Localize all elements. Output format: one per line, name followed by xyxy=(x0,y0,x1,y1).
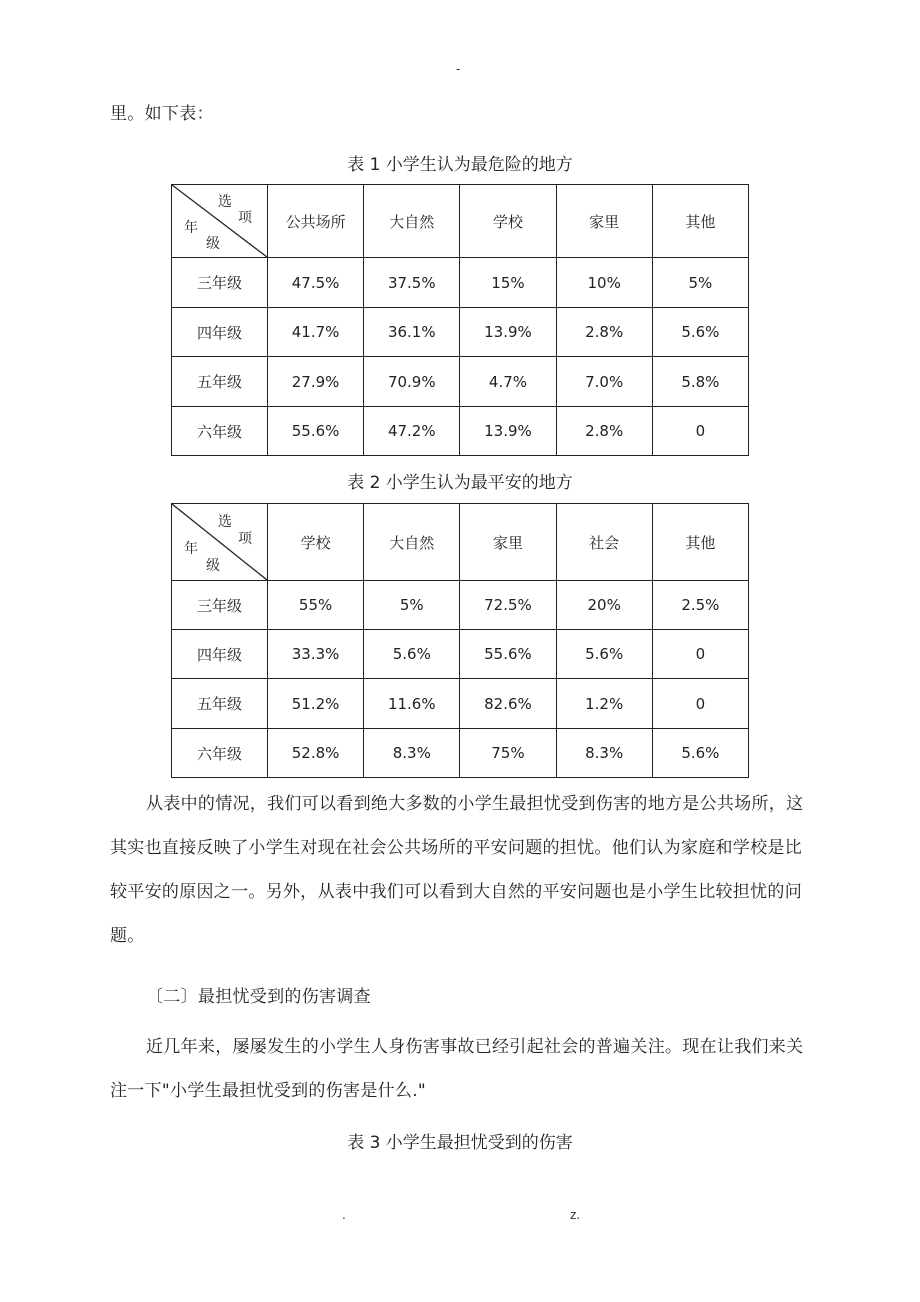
corner-left-1: 年 xyxy=(184,220,198,236)
table-cell: 8.3% xyxy=(556,729,652,778)
table-cell: 1.2% xyxy=(556,679,652,729)
table-cell: 7.0% xyxy=(556,357,652,407)
column-header: 其他 xyxy=(652,185,748,258)
table-3-caption: 表 3 小学生最担忧受到的伤害 xyxy=(347,1133,573,1153)
table-cell: 82.6% xyxy=(460,679,556,729)
table-cell: 13.9% xyxy=(460,407,556,456)
table-1-caption: 表 1 小学生认为最危险的地方 xyxy=(347,155,573,175)
table-cell: 5.6% xyxy=(652,308,748,357)
table-cell: 55.6% xyxy=(268,407,364,456)
table-cell: 33.3% xyxy=(268,630,364,679)
table-cell: 5.6% xyxy=(652,729,748,778)
column-header: 社会 xyxy=(556,504,652,581)
row-label: 五年级 xyxy=(172,679,268,729)
footer-right-mark: z. xyxy=(570,1208,581,1222)
table-cell: 15% xyxy=(460,258,556,308)
table-cell: 4.7% xyxy=(460,357,556,407)
table-row xyxy=(172,407,749,456)
table-cell: 47.5% xyxy=(268,258,364,308)
table-cell: 5% xyxy=(364,581,460,630)
paragraph-1: 从表中的情况，我们可以看到绝大多数的小学生最担忧受到伤害的地方是公共场所，这其实也直接反映了小学生对现在社会公共场所的平安问题的担忧。他们认为家庭和学校是比较平安的原因之一。另外，从表中我们可以看到大自然的平安问题也是小学生比较担忧的问题。 xyxy=(110,794,804,946)
column-header: 家里 xyxy=(460,504,556,581)
table-cell: 5% xyxy=(652,258,748,308)
corner-left-2: 级 xyxy=(206,236,220,252)
row-label: 四年级 xyxy=(172,308,268,357)
table-cell: 37.5% xyxy=(364,258,460,308)
header-mark: - xyxy=(456,62,461,76)
table-cell: 0 xyxy=(652,407,748,456)
table-row xyxy=(172,630,749,679)
table-cell: 75% xyxy=(460,729,556,778)
table-row xyxy=(172,308,749,357)
corner-top-1: 选 xyxy=(218,514,232,530)
table-cell: 5.6% xyxy=(556,630,652,679)
table-cell: 20% xyxy=(556,581,652,630)
table-cell: 52.8% xyxy=(268,729,364,778)
paragraph-2: 近几年来，屡屡发生的小学生人身伤害事故已经引起社会的普遍关注。现在让我们来关注一下"小学生最担忧受到的伤害是什么." xyxy=(110,1037,804,1101)
corner-header-cell xyxy=(172,504,268,581)
table-cell: 10% xyxy=(556,258,652,308)
table-cell: 41.7% xyxy=(268,308,364,357)
table-cell: 8.3% xyxy=(364,729,460,778)
table-cell: 55% xyxy=(268,581,364,630)
section-heading: 〔二〕最担忧受到的伤害调查 xyxy=(146,987,371,1007)
corner-left-2: 级 xyxy=(206,558,220,574)
table-cell: 55.6% xyxy=(460,630,556,679)
table-header-row xyxy=(172,185,749,258)
table-row xyxy=(172,679,749,729)
column-header: 大自然 xyxy=(364,185,460,258)
table-cell: 72.5% xyxy=(460,581,556,630)
table-cell: 11.6% xyxy=(364,679,460,729)
column-header: 大自然 xyxy=(364,504,460,581)
table-cell: 2.5% xyxy=(652,581,748,630)
column-header: 学校 xyxy=(268,504,364,581)
table-cell: 0 xyxy=(652,630,748,679)
footer-left-mark: . xyxy=(342,1208,346,1222)
column-header: 家里 xyxy=(556,185,652,258)
table-cell: 70.9% xyxy=(364,357,460,407)
table-1 xyxy=(171,184,749,456)
table-row xyxy=(172,729,749,778)
table-cell: 0 xyxy=(652,679,748,729)
corner-top-1: 选 xyxy=(218,194,232,210)
row-label: 五年级 xyxy=(172,357,268,407)
corner-top-2: 项 xyxy=(238,210,252,226)
table-row xyxy=(172,258,749,308)
table-2 xyxy=(171,503,749,778)
column-header: 学校 xyxy=(460,185,556,258)
table-cell: 47.2% xyxy=(364,407,460,456)
table-cell: 5.8% xyxy=(652,357,748,407)
column-header: 其他 xyxy=(652,504,748,581)
corner-header-cell xyxy=(172,185,268,258)
intro-fragment: 里。如下表： xyxy=(110,104,214,124)
table-row xyxy=(172,357,749,407)
row-label: 三年级 xyxy=(172,258,268,308)
table-cell: 51.2% xyxy=(268,679,364,729)
corner-left-1: 年 xyxy=(184,541,198,557)
table-header-row xyxy=(172,504,749,581)
table-cell: 36.1% xyxy=(364,308,460,357)
table-cell: 13.9% xyxy=(460,308,556,357)
table-cell: 2.8% xyxy=(556,308,652,357)
table-2-caption: 表 2 小学生认为最平安的地方 xyxy=(347,473,573,493)
row-label: 四年级 xyxy=(172,630,268,679)
column-header: 公共场所 xyxy=(268,185,364,258)
table-row xyxy=(172,581,749,630)
row-label: 三年级 xyxy=(172,581,268,630)
row-label: 六年级 xyxy=(172,729,268,778)
row-label: 六年级 xyxy=(172,407,268,456)
table-cell: 27.9% xyxy=(268,357,364,407)
corner-top-2: 项 xyxy=(238,531,252,547)
table-cell: 5.6% xyxy=(364,630,460,679)
table-cell: 2.8% xyxy=(556,407,652,456)
